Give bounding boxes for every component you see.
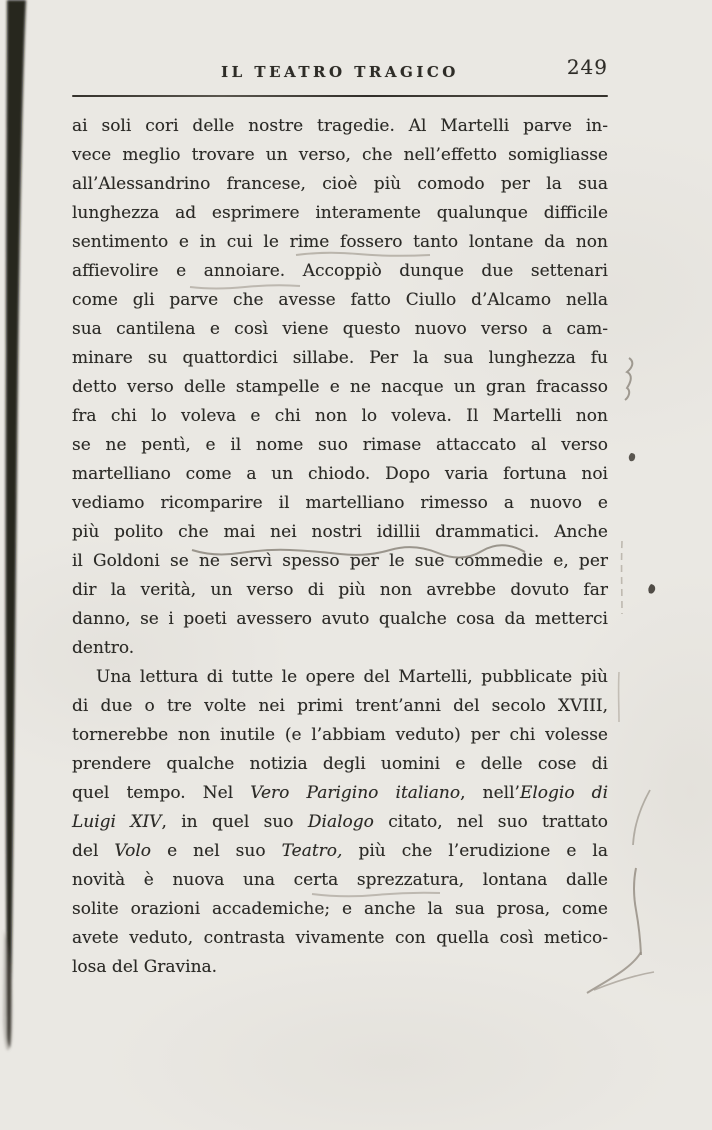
- text-line: ai soli cori delle nostre tragedie. Al Martelli parve in-: [72, 116, 608, 136]
- text-line: fra chi lo voleva e chi non lo voleva. Il Martelli non: [72, 406, 608, 426]
- text-line: più polito che mai nei nostri idillii drammatici. Anche: [72, 522, 608, 542]
- running-title: IL TEATRO TRAGICO: [221, 63, 459, 81]
- scan-gutter-edge: [0, 0, 40, 1130]
- text-line: se ne pentì, e il nome suo rimase attaccato al verso: [72, 435, 608, 455]
- margin-curve-upper-mark: [633, 790, 650, 845]
- text-block: [72, 112, 608, 982]
- text-line: dir la verità, un verso di più non avrebbe dovuto far: [72, 580, 608, 600]
- text-line: lunghezza ad esprimere interamente qualunque difficile: [72, 203, 608, 223]
- text-line: sua cantilena e così viene questo nuovo verso a cam-: [72, 319, 608, 339]
- margin-dot-upper-mark: [629, 453, 635, 461]
- text-line: novità è nuova una certa sprezzatura, lontana dalle: [72, 870, 608, 890]
- text-line: all’Alessandrino francese, cioè più comodo per la sua: [72, 174, 608, 194]
- text-line: vediamo ricomparire il martelliano rimesso a nuovo e: [72, 493, 608, 513]
- text-line: come gli parve che avesse fatto Ciullo d’Alcamo nella: [72, 290, 608, 310]
- page-header: [72, 55, 608, 86]
- text-line: solite orazioni accademiche; e anche la sua prosa, come: [72, 899, 608, 919]
- text-line: sentimento e in cui le rime fossero tanto lontane da non: [72, 232, 608, 252]
- text-line: di due o tre volte nei primi trent’anni del secolo XVIII,: [72, 696, 608, 716]
- header-rule: [72, 95, 608, 97]
- text-line: affievolire e annoiare. Accoppiò dunque due settenari: [72, 261, 608, 281]
- text-line: il Goldoni se ne servì spesso per le sue commedie e, per: [72, 551, 608, 571]
- page-column: [72, 55, 609, 982]
- text-line: del Volo e nel suo Teatro, più che l’erudizione e la: [72, 841, 608, 861]
- text-line: martelliano come a un chiodo. Dopo varia fortuna noi: [72, 464, 608, 484]
- text-line: tornerebbe non inutile (e l’abbiam veduto) per chi volesse: [72, 725, 608, 745]
- text-line: minare su quattordici sillabe. Per la sua lunghezza fu: [72, 348, 608, 368]
- scan-edge-band: [6, 0, 26, 1048]
- text-line: prendere qualche notizia degli uomini e delle cose di: [72, 754, 608, 774]
- text-line: vece meglio trovare un verso, che nell’effetto somigliasse: [72, 145, 608, 165]
- text-line: losa del Gravina.: [72, 957, 218, 977]
- text-line: Luigi XIV, in quel suo Dialogo citato, nel suo trattato: [72, 812, 608, 832]
- text-line: quel tempo. Nel Vero Parigino italiano, nell’Elogio di: [72, 783, 609, 803]
- margin-comma-mark-mark: [648, 584, 655, 594]
- text-line: avete veduto, contrasta vivamente con quella così metico-: [72, 928, 608, 948]
- margin-squiggle-mark: [625, 358, 632, 400]
- page-number: 249: [566, 55, 608, 79]
- text-line: dentro.: [72, 638, 135, 658]
- text-line: Una lettura di tutte le opere del Martelli, pubblicate più: [96, 667, 608, 687]
- text-line: danno, se i poeti avessero avuto qualche cosa da metterci: [72, 609, 608, 629]
- text-line: detto verso delle stampelle e ne nacque un gran fracasso: [72, 377, 608, 397]
